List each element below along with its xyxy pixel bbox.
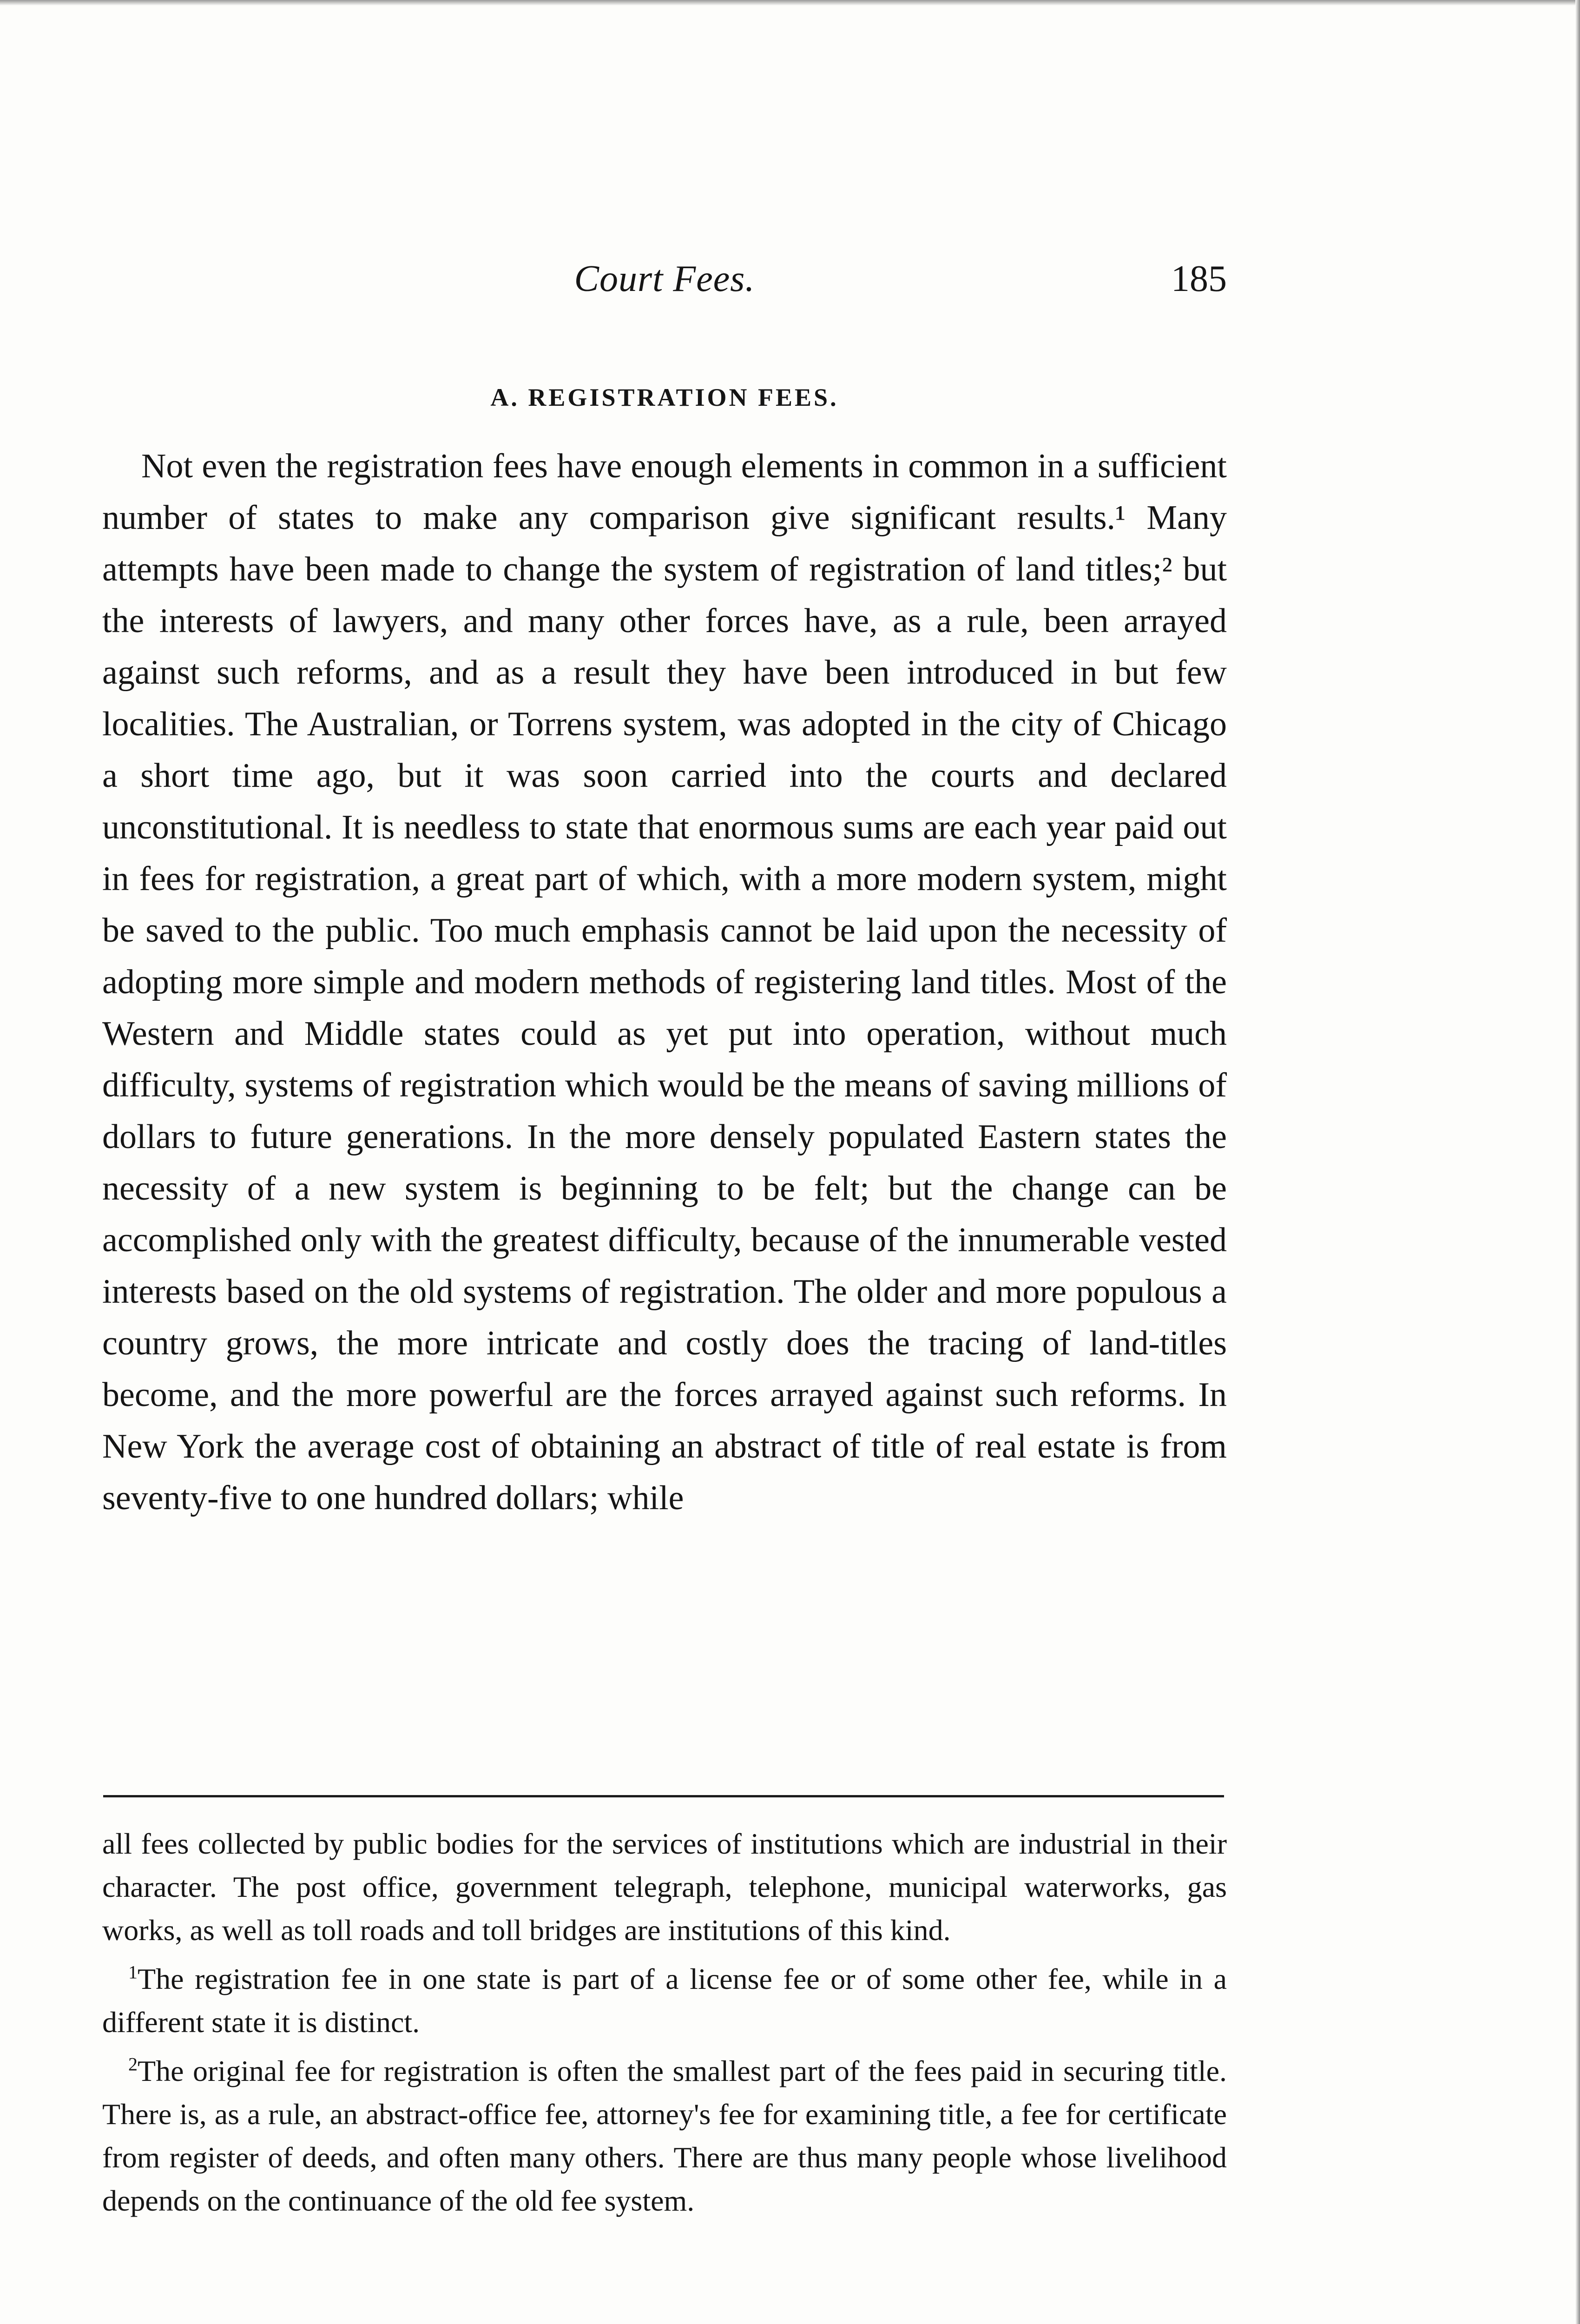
section-heading: A. REGISTRATION FEES. — [490, 383, 839, 411]
page-edge-top — [0, 0, 1580, 6]
body-paragraph: Not even the registration fees have enough elements in common in a sufficient number of states to make any comparison give significant results.¹ Many attempts have been made to change the system of registration of land titles;² but the interests of lawyers, and many other forces have, as a rule, been arrayed against such reforms, and as a result they have been introduced in but few localities. The Australian, or Torrens system, was adopted in the city of Chicago a short time ago, but it was soon carried into the courts and declared unconstitutional. It is needless to state that enormous sums are each year paid out in fees for registration, a great part of which, with a more modern system, might be saved to the public. Too much emphasis cannot be laid upon the necessity of adopting more simple and modern methods of registering land titles. Most of the Western and Middle states could as yet put into operation, without much difficulty, systems of registration which would be the means of saving millions of dollars to future generations. In the more densely populated Eastern states the necessity of a new system is beginning to be felt; but the change can be accomplished only with the greatest difficulty, because of the innumerable vested interests based on the old systems of registration. The older and more populous a country grows, the more intricate and costly does the tracing of land-titles become, and the more powerful are the forces arrayed against such reforms. In New York the average cost of obtaining an abstract of title of real estate is from seventy-five to one hundred dollars; while — [102, 447, 1227, 1517]
running-title: Court Fees. — [574, 258, 755, 299]
footnote-2-marker: 2 — [128, 2053, 138, 2075]
page-number: 185 — [1171, 258, 1227, 299]
footnote-2-text: The original fee for registration is often the smallest part of the fees paid in securing title. There is, as a rule, an abstract-office fee, attorney's fee for examining title, a fee for certificate from register of deeds, and often many others. There are thus many people whose livelihood depends on the continuance of the old fee system. — [102, 2054, 1227, 2217]
footnote-2 — [102, 2049, 1227, 2222]
footnote-1-marker: 1 — [128, 1961, 138, 1983]
footnote-1-text: The registration fee in one state is part of a license fee or of some other fee, while in a different state it is distinct. — [102, 1962, 1227, 2039]
footnote-1 — [102, 1957, 1227, 2044]
footnotes — [102, 1822, 1227, 2228]
running-head — [102, 251, 1227, 307]
page-edge-right — [1575, 0, 1580, 2324]
footnote-continued: all fees collected by public bodies for the services of institutions which are industrial in their character. The post office, government telegraph, telephone, municipal waterworks, gas works, as well as toll roads and toll bridges are institutions of this kind. — [102, 1827, 1227, 1947]
footnote-rule — [103, 1795, 1224, 1797]
